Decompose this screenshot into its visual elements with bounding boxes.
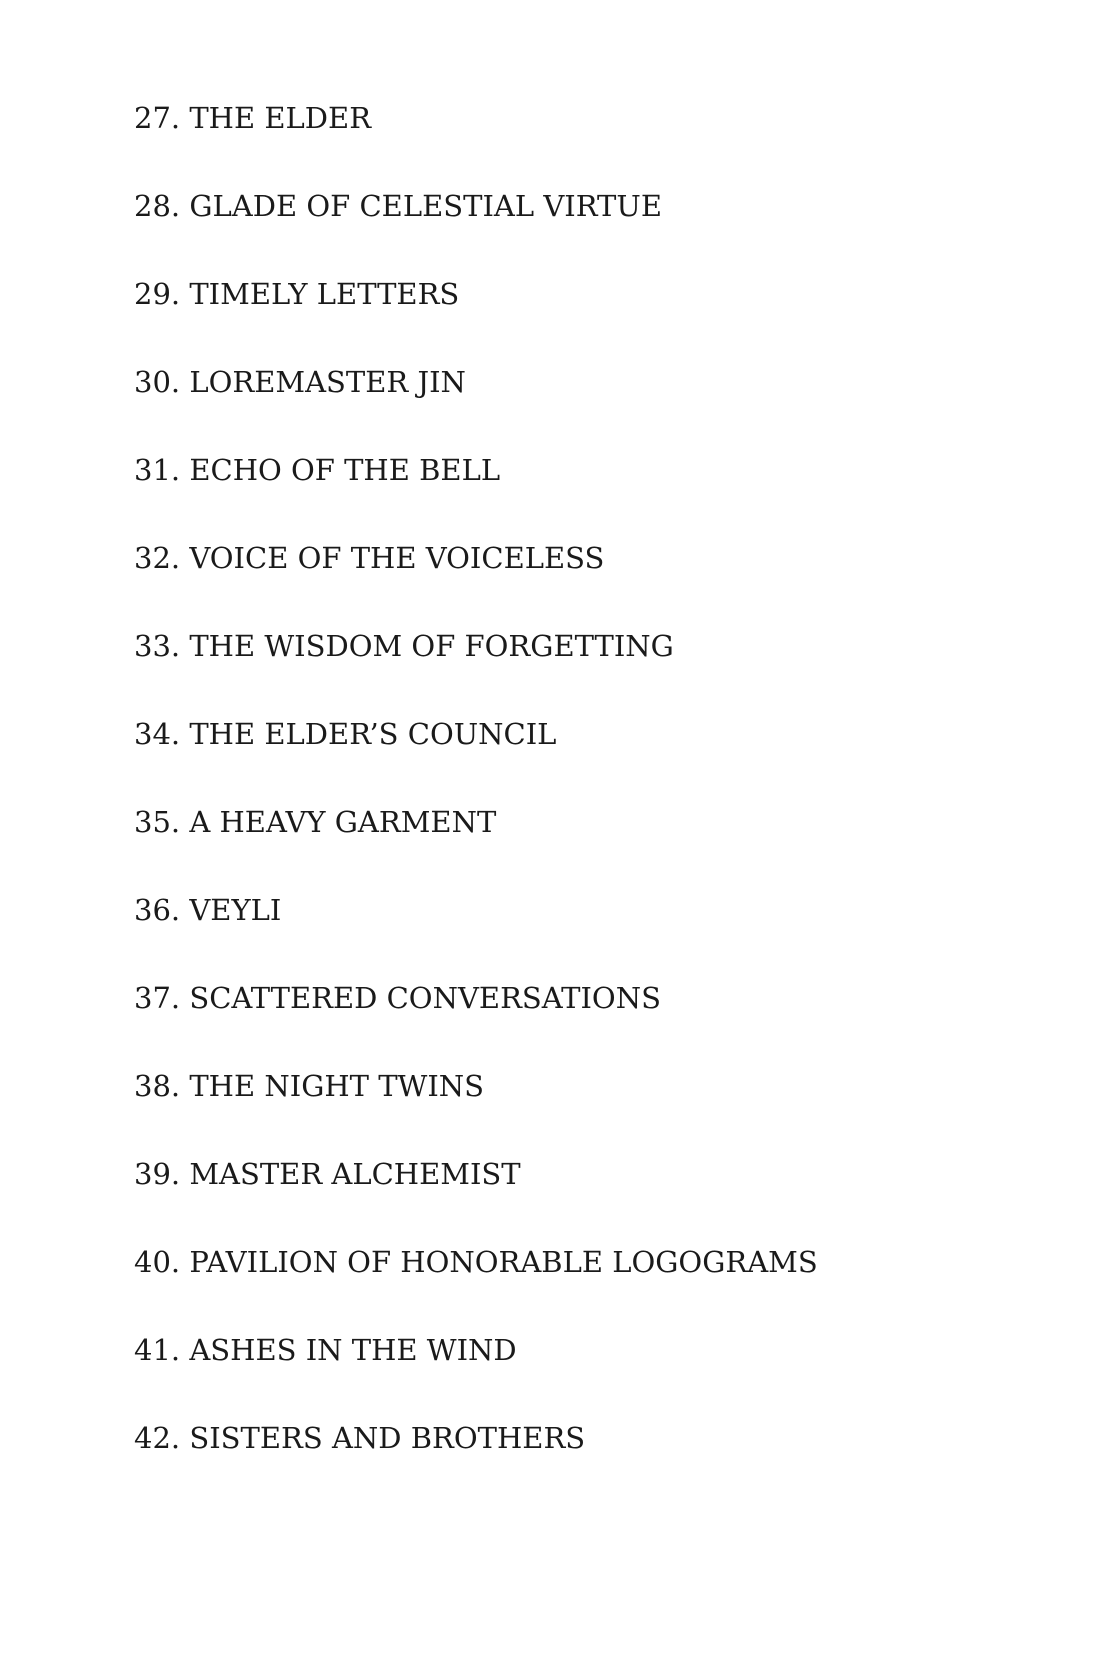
toc-entry-34[interactable]: 34. THE ELDER’S COUNCIL	[134, 717, 557, 751]
toc-entry-37[interactable]: 37. SCATTERED CONVERSATIONS	[134, 981, 661, 1015]
toc-entry-31[interactable]: 31. ECHO OF THE BELL	[134, 453, 501, 487]
toc-entry-38[interactable]: 38. THE NIGHT TWINS	[134, 1069, 485, 1103]
toc-entry-39[interactable]: 39. MASTER ALCHEMIST	[134, 1157, 521, 1191]
toc-entry-41[interactable]: 41. ASHES IN THE WIND	[134, 1333, 517, 1367]
toc-entry-35[interactable]: 35. A HEAVY GARMENT	[134, 805, 497, 839]
toc-entry-40[interactable]: 40. PAVILION OF HONORABLE LOGOGRAMS	[134, 1245, 818, 1279]
toc-entry-30[interactable]: 30. LOREMASTER JIN	[134, 365, 466, 399]
toc-entry-33[interactable]: 33. THE WISDOM OF FORGETTING	[134, 629, 674, 663]
toc-entry-36[interactable]: 36. VEYLI	[134, 893, 282, 927]
toc-entry-28[interactable]: 28. GLADE OF CELESTIAL VIRTUE	[134, 189, 663, 223]
toc-entry-27[interactable]: 27. THE ELDER	[134, 101, 372, 135]
toc-entry-42[interactable]: 42. SISTERS AND BROTHERS	[134, 1421, 586, 1455]
toc-entry-32[interactable]: 32. VOICE OF THE VOICELESS	[134, 541, 605, 575]
toc-entry-29[interactable]: 29. TIMELY LETTERS	[134, 277, 460, 311]
table-of-contents	[134, 100, 818, 1456]
